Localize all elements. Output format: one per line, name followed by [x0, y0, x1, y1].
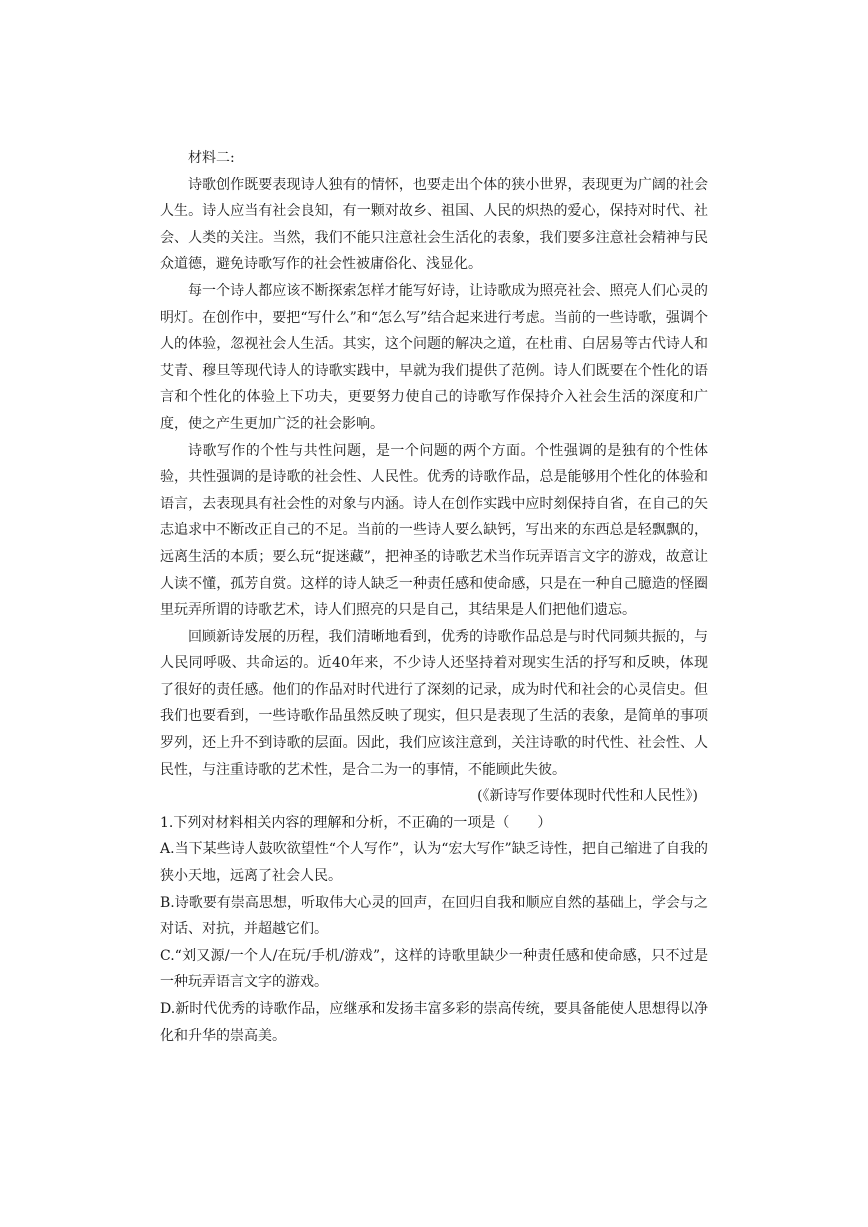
option-d: D.新时代优秀的诗歌作品，应继承和发扬丰富多彩的崇高传统，要具备能使人思想得以净化和升华的崇高美。: [160, 1001, 708, 1044]
material-paragraph-1: 诗歌创作既要表现诗人独有的情怀，也要走出个体的狭小世界，表现更为广阔的社会人生。诗人应当有社会良知，有一颗对故乡、祖国、人民的炽热的爱心，保持对时代、社会、人类的关注。当然，我们不能只注意社会生活化的表象，我们要多注意社会精神与民众道德，避免诗歌写作的社会性被庸俗化、浅显化。: [160, 176, 708, 273]
material-label: 材料二:: [188, 150, 235, 166]
option-c: C.“刘又源/一个人/在玩/手机/游戏”，这样的诗歌里缺少一种责任感和使命感，只不过是一种玩弄语言文字的游戏。: [160, 947, 708, 991]
option-a: A.当下某些诗人鼓吹欲望性“个人写作”，认为“宏大写作”缺乏诗性，把自己缩进了自我的狭小天地，远离了社会人民。: [160, 841, 708, 885]
material-source: (《新诗写作要体现时代性和人民性》): [477, 788, 698, 805]
option-b: B.诗歌要有崇高思想，听取伟大心灵的回声，在回归自我和顺应自然的基础上，学会与之对话、对抗，并超越它们。: [160, 894, 708, 938]
document-page: [160, 145, 708, 1049]
material-paragraph-2: 每一个诗人都应该不断探索怎样才能写好诗，让诗歌成为照亮社会、照亮人们心灵的明灯。在创作中，要把“写什么”和“怎么写”结合起来进行考虑。当前的一些诗歌，强调个人的体验，忽视社会人生活。其实，这个问题的解决之道，在杜甫、白居易等古代诗人和艾青、穆旦等现代诗人的诗歌实践中，早就为我们提供了范例。诗人们既要在个性化的语言和个性化的体验上下功夫，更要努力使自己的诗歌写作保持介入社会生活的深度和广度，使之产生更加广泛的社会影响。: [160, 282, 708, 432]
question-stem: 1.下列对材料相关内容的理解和分析，不正确的一项是（ ）: [160, 814, 552, 831]
material-paragraph-3: 诗歌写作的个性与共性问题，是一个问题的两个方面。个性强调的是独有的个性体验，共性强调的是诗歌的社会性、人民性。优秀的诗歌作品，总是能够用个性化的体验和语言，去表现具有社会性的对象与内涵。诗人在创作实践中应时刻保持自省，在自己的矢志追求中不断改正自己的不足。当前的一些诗人要么缺钙，写出来的东西总是轻飘飘的，远离生活的本质；要么玩“捉迷藏”，把神圣的诗歌艺术当作玩弄语言文字的游戏，故意让人读不懂，孤芳自赏。这样的诗人缺乏一种责任感和使命感，只是在一种自己臆造的怪圈里玩弄所谓的诗歌艺术，诗人们照亮的只是自己，其结果是人们把他们遗忘。: [160, 442, 708, 619]
material-paragraph-4: 回顾新诗发展的历程，我们清晰地看到，优秀的诗歌作品总是与时代同频共振的，与人民同呼吸、共命运的。近40年来，不少诗人还坚持着对现实生活的抒写和反映，体现了很好的责任感。他们的作品对时代进行了深刻的记录，成为时代和社会的心灵信史。但我们也要看到，一些诗歌作品虽然反映了现实，但只是表现了生活的表象，是简单的事项罗列，还上升不到诗歌的层面。因此，我们应该注意到，关注诗歌的时代性、社会性、人民性，与注重诗歌的艺术性，是合二为一的事情，不能顾此失彼。: [160, 628, 708, 778]
